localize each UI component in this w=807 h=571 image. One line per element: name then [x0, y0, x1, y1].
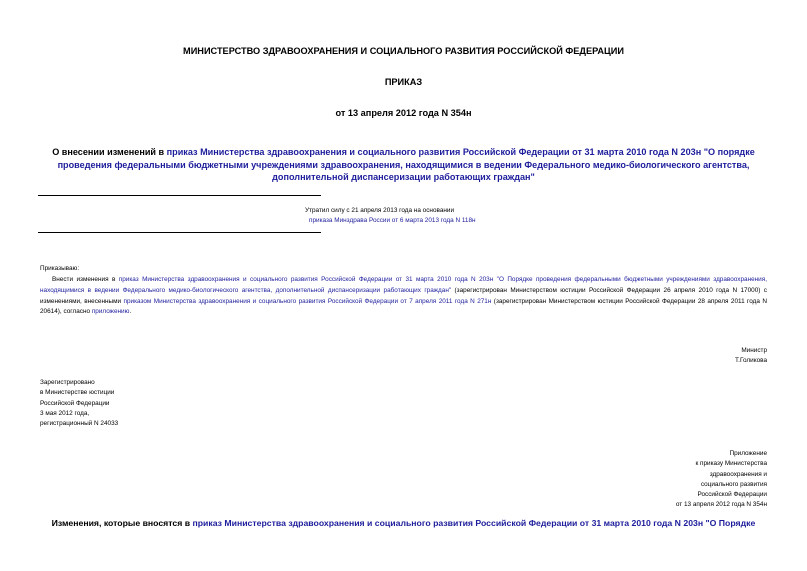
registration-line-4: 3 мая 2012 года,	[40, 409, 90, 417]
signature-name: Т.Голикова	[734, 357, 767, 365]
status-line: Утратил силу с 21 апреля 2013 года на основании	[305, 207, 455, 214]
appendix-line-2: к приказу Министерства	[695, 460, 767, 468]
paragraph-end: (зарегистрирован Министерством юстиции Российской Федерации 28 апреля 2011 года N 20614), согласно	[40, 297, 767, 316]
subject-prefix: О внесении изменений в	[52, 147, 167, 157]
registration-line-2: в Министерстве юстиции	[40, 389, 115, 397]
paragraph-link-order-203n[interactable]: приказ Министерства здравоохранения и социального развития Российской Федерации от 31 марта 2010 года N 203н "О Порядке проведения федеральными бюджетными учреждениями здравоохранения, находящимися в ведении Федерального медико-биологического агентства, дополнительной диспансеризации работающих граждан"	[40, 276, 767, 294]
paragraph-link-order-271n[interactable]: приказом Министерства здравоохранения и социального развития Российской Федерации от 7 апреля 2011 года N 271н	[123, 297, 492, 305]
paragraph-start: Внести изменения в	[52, 276, 119, 283]
doc-date-number: от 13 апреля 2012 года N 354н	[335, 108, 472, 118]
changes-heading	[40, 518, 767, 528]
appendix-block	[676, 449, 767, 511]
order-word: Приказываю:	[40, 265, 80, 272]
registration-line-3: Российской Федерации	[40, 399, 110, 407]
order-paragraph	[40, 275, 767, 318]
divider-bottom	[38, 232, 321, 233]
paragraph-link-appendix[interactable]: приложению	[91, 308, 130, 316]
document-subject	[40, 146, 767, 184]
registration-block	[40, 378, 118, 429]
appendix-line-6: от 13 апреля 2012 года N 354н	[675, 501, 767, 509]
registration-line-5: регистрационный N 24033	[40, 420, 119, 428]
subject-link-order-203n[interactable]: приказ Министерства здравоохранения и социального развития Российской Федерации от 31 марта 2010 года N 203н "О порядке проведения федеральными бюджетными учреждениями здравоохранения, находящимися в ведении Федерального медико-биологического агентства, дополнительной диспансеризации работающих граждан"	[57, 147, 755, 182]
appendix-line-5: Российской Федерации	[697, 491, 767, 499]
appendix-line-1: Приложение	[729, 450, 767, 457]
registration-line-1: Зарегистрировано	[40, 379, 95, 386]
status-link-order-118n[interactable]: приказа Минздрава России от 6 марта 2013 года N 118н	[309, 217, 476, 224]
appendix-line-3: здравоохранения и	[709, 470, 767, 478]
signature-block	[735, 346, 767, 367]
changes-heading-link[interactable]: приказ Министерства здравоохранения и социального развития Российской Федерации от 31 марта 2010 года N 203н "О Порядке	[192, 518, 756, 528]
paragraph-tail: .	[129, 308, 132, 316]
doc-type-heading: ПРИКАЗ	[384, 77, 423, 87]
changes-heading-prefix: Изменения, которые вносятся в	[51, 518, 193, 528]
divider-top	[38, 195, 321, 196]
appendix-line-4: социального развития	[700, 480, 767, 488]
paragraph-mid: (зарегистрирован Министерством юстиции Российской Федерации 26 апреля 2010 года N 17000) с изменениями, внесенными	[40, 286, 767, 305]
ministry-heading: МИНИСТЕРСТВО ЗДРАВООХРАНЕНИЯ И СОЦИАЛЬНОГО РАЗВИТИЯ РОССИЙСКОЙ ФЕДЕРАЦИИ	[183, 46, 624, 56]
signature-title: Министр	[741, 347, 767, 354]
